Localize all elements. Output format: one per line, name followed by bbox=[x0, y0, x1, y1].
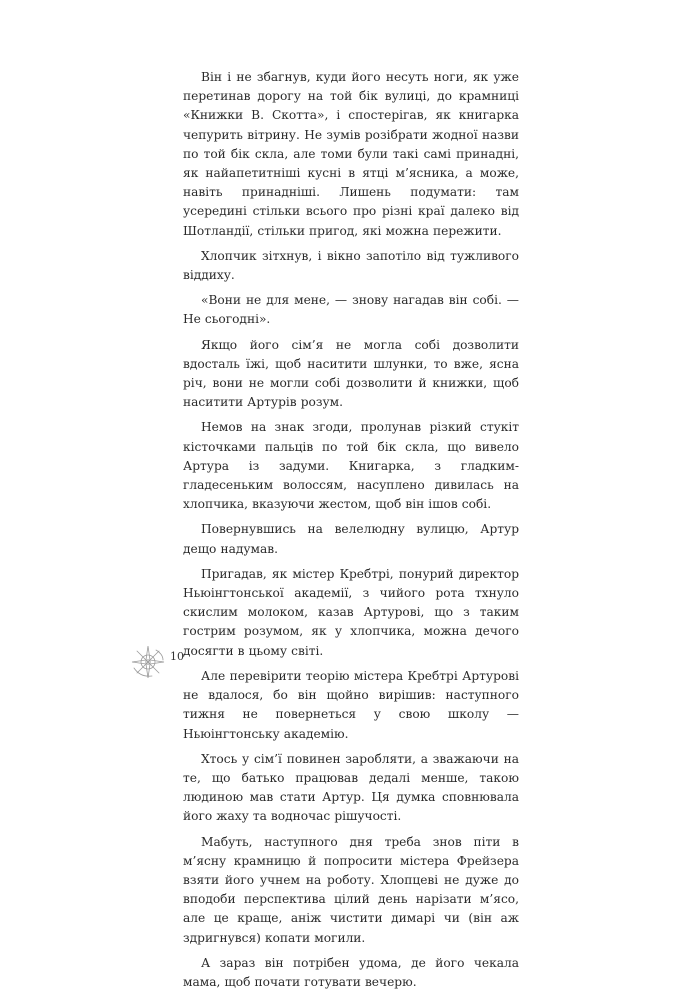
paragraph-6: Повернувшись на велелюдну вулицю, Артур дещо надумав. bbox=[183, 522, 519, 556]
body-text bbox=[183, 68, 519, 998]
paragraph-7: Пригадав, як містер Кребтрі, понурий директор Ньюінгтонської академії, з чийого рота тхнуло скислим молоком, казав Артурові, що з таким гострим розумом, як у хлопчика, можна дечого досягти в цьому світі. bbox=[183, 566, 519, 658]
paragraph-9: Хтось у сім’ї повинен заробляти, а зважаючи на те, що батько працював дедалі менше, такою людиною мав стати Артур. Ця думка сповнювала його жаху та водночас рішучості. bbox=[183, 751, 519, 824]
compass-rose-icon bbox=[128, 642, 168, 682]
paragraph-2: Хлопчик зітхнув, і вікно запотіло від тужливого віддиху. bbox=[183, 248, 519, 283]
paragraph-3: «Вони не для мене, — знову нагадав він собі. — Не сьогодні». bbox=[183, 293, 519, 327]
paragraph-11: А зараз він потрібен удома, де його чекала мама, щоб почати готувати вечерю. bbox=[183, 955, 519, 989]
page-footer bbox=[128, 642, 248, 682]
paragraph-1: Він і не збагнув, куди його несуть ноги, як уже перетинав дорогу на той бік вулиці, до крамниці «Книжки В. Скотта», і спостерігав, як книгарка чепурить вітрину. Не зумів розібрати жодної назви по той бік скла, але томи були такі самі принадні, як найапетитніші кусні в ятці м’ясника, а може, навіть принадніші. Лишень подумати: там усередині стільки всього про різні краї далеко від Шотландії, стільки пригод, які можна пережити. bbox=[183, 70, 519, 238]
paragraph-10: Мабуть, наступного дня треба знов піти в м’ясну крамницю й попросити містера Фрейзера взяти його учнем на роботу. Хлопцеві не дуже до вподоби перспектива цілий день нарізати м’ясо, але це краще, аніж чистити димарі чи (він аж здригнувся) копати могили. bbox=[183, 834, 519, 945]
paragraph-5: Немов на знак згоди, пролунав різкий стукіт кісточками пальців по той бік скла, що вивело Артура із задуми. Книгарка, з гладким-гладесеньким волоссям, насуплено дивилась на хлопчика, вказуючи жестом, щоб він ішов собі. bbox=[183, 420, 519, 512]
page-number: 10 bbox=[170, 650, 184, 663]
paragraph-8: Але перевірити теорію містера Кребтрі Артурові не вдалося, бо він щойно вирішив: наступного тижня не повернеться у свою школу — Ньюінгтонську академію. bbox=[183, 668, 519, 741]
paragraph-4: Якщо його сім’я не могла собі дозволити вдосталь їжі, щоб наситити шлунки, то вже, ясна річ, вони не могли собі дозволити й книжки, щоб наситити Артурів розум. bbox=[183, 337, 519, 410]
